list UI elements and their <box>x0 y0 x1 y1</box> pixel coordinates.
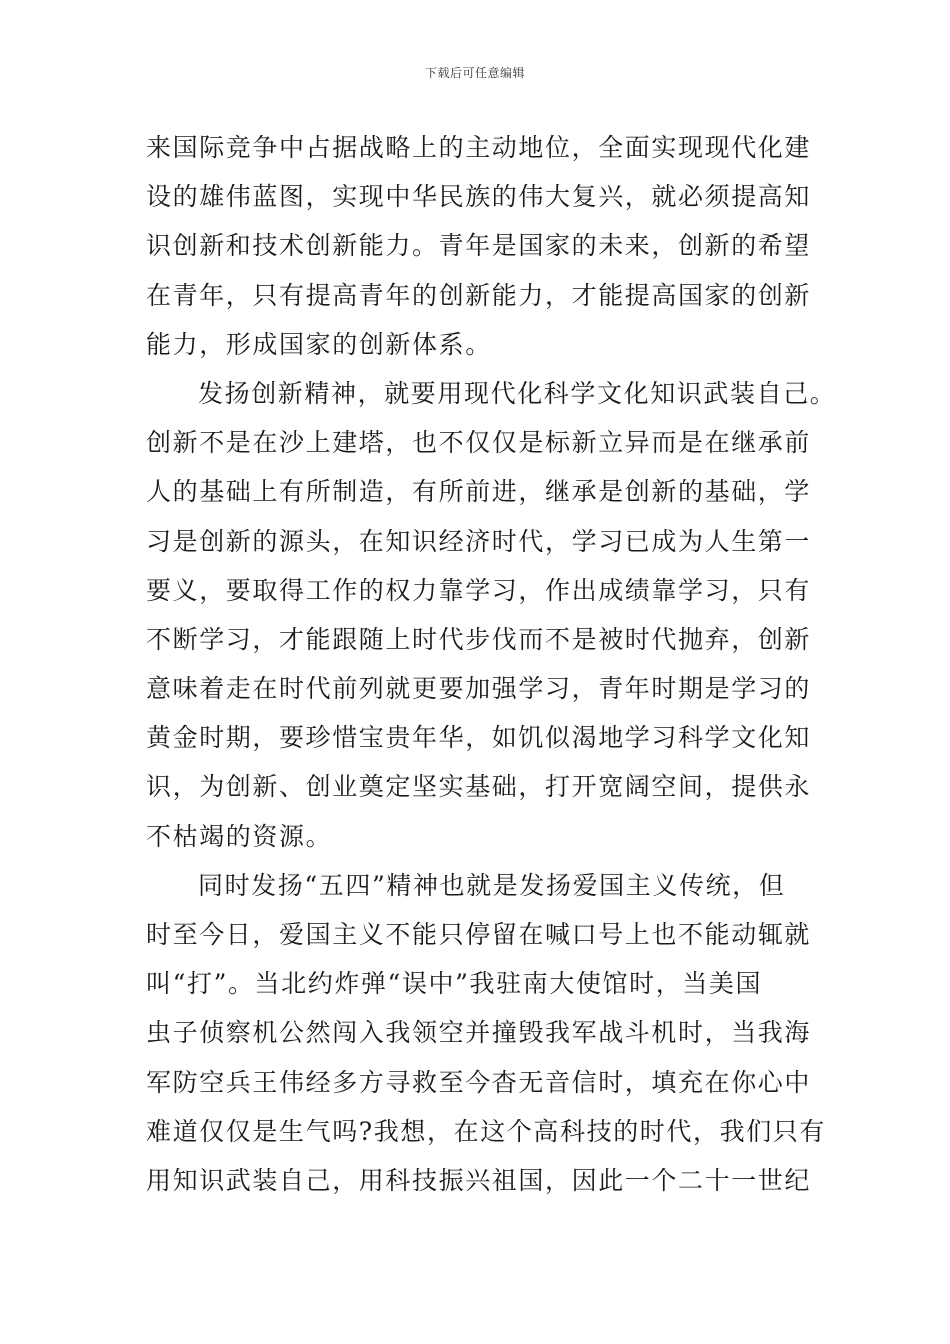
text-line: 要义，要取得工作的权力靠学习，作出成绩靠学习，只有 <box>146 575 812 605</box>
text-line: 黄金时期，要珍惜宝贵年华，如饥似渴地学习科学文化知 <box>146 723 812 753</box>
text-line: 识创新和技术创新能力。青年是国家的未来，创新的希望 <box>146 231 812 261</box>
text-line: 识，为创新、创业奠定坚实基础，打开宽阔空间，提供永 <box>146 772 812 802</box>
text-line: 叫“打”。当北约炸弹“误中”我驻南大使馆时，当美国 <box>146 969 763 999</box>
text-line: 时至今日，爱国主义不能只停留在喊口号上也不能动辄就 <box>146 920 812 949</box>
text-line: 设的雄伟蓝图，实现中华民族的伟大复兴，就必须提高知 <box>146 182 812 212</box>
text-line: 用知识武装自己，用科技振兴祖国，因此一个二十一世纪 <box>146 1165 812 1195</box>
text-line: 虫子侦察机公然闯入我领空并撞毁我军战斗机时，当我海 <box>146 1018 812 1048</box>
page-header-note: 下载后可任意编辑 <box>424 66 525 80</box>
text-line: 习是创新的源头，在知识经济时代，学习已成为人生第一 <box>146 526 812 556</box>
paragraph-first-line: 同时发扬“五四”精神也就是发扬爱国主义传统，但 <box>198 870 786 900</box>
text-line: 在青年，只有提高青年的创新能力，才能提高国家的创新 <box>146 280 812 310</box>
text-line: 能力，形成国家的创新体系。 <box>146 329 492 359</box>
paragraph-first-line: 发扬创新精神，就要用现代化科学文化知识武装自己。 <box>198 378 837 408</box>
text-line: 人的基础上有所制造，有所前进，继承是创新的基础，学 <box>146 477 812 507</box>
text-line: 不枯竭的资源。 <box>146 821 333 851</box>
text-line: 来国际竞争中占据战略上的主动地位，全面实现现代化建 <box>146 133 812 162</box>
text-line: 创新不是在沙上建塔，也不仅仅是标新立异而是在继承前 <box>146 428 812 458</box>
text-line: 意味着走在时代前列就更要加强学习，青年时期是学习的 <box>146 674 812 704</box>
text-line: 不断学习，才能跟随上时代步伐而不是被时代抛弃，创新 <box>146 624 812 654</box>
text-line: 军防空兵王伟经多方寻救至今杳无音信时，填充在你心中 <box>146 1067 812 1097</box>
document-body <box>146 123 837 1205</box>
text-line: 难道仅仅是生气吗?我想，在这个高科技的时代，我们只有 <box>146 1116 827 1146</box>
